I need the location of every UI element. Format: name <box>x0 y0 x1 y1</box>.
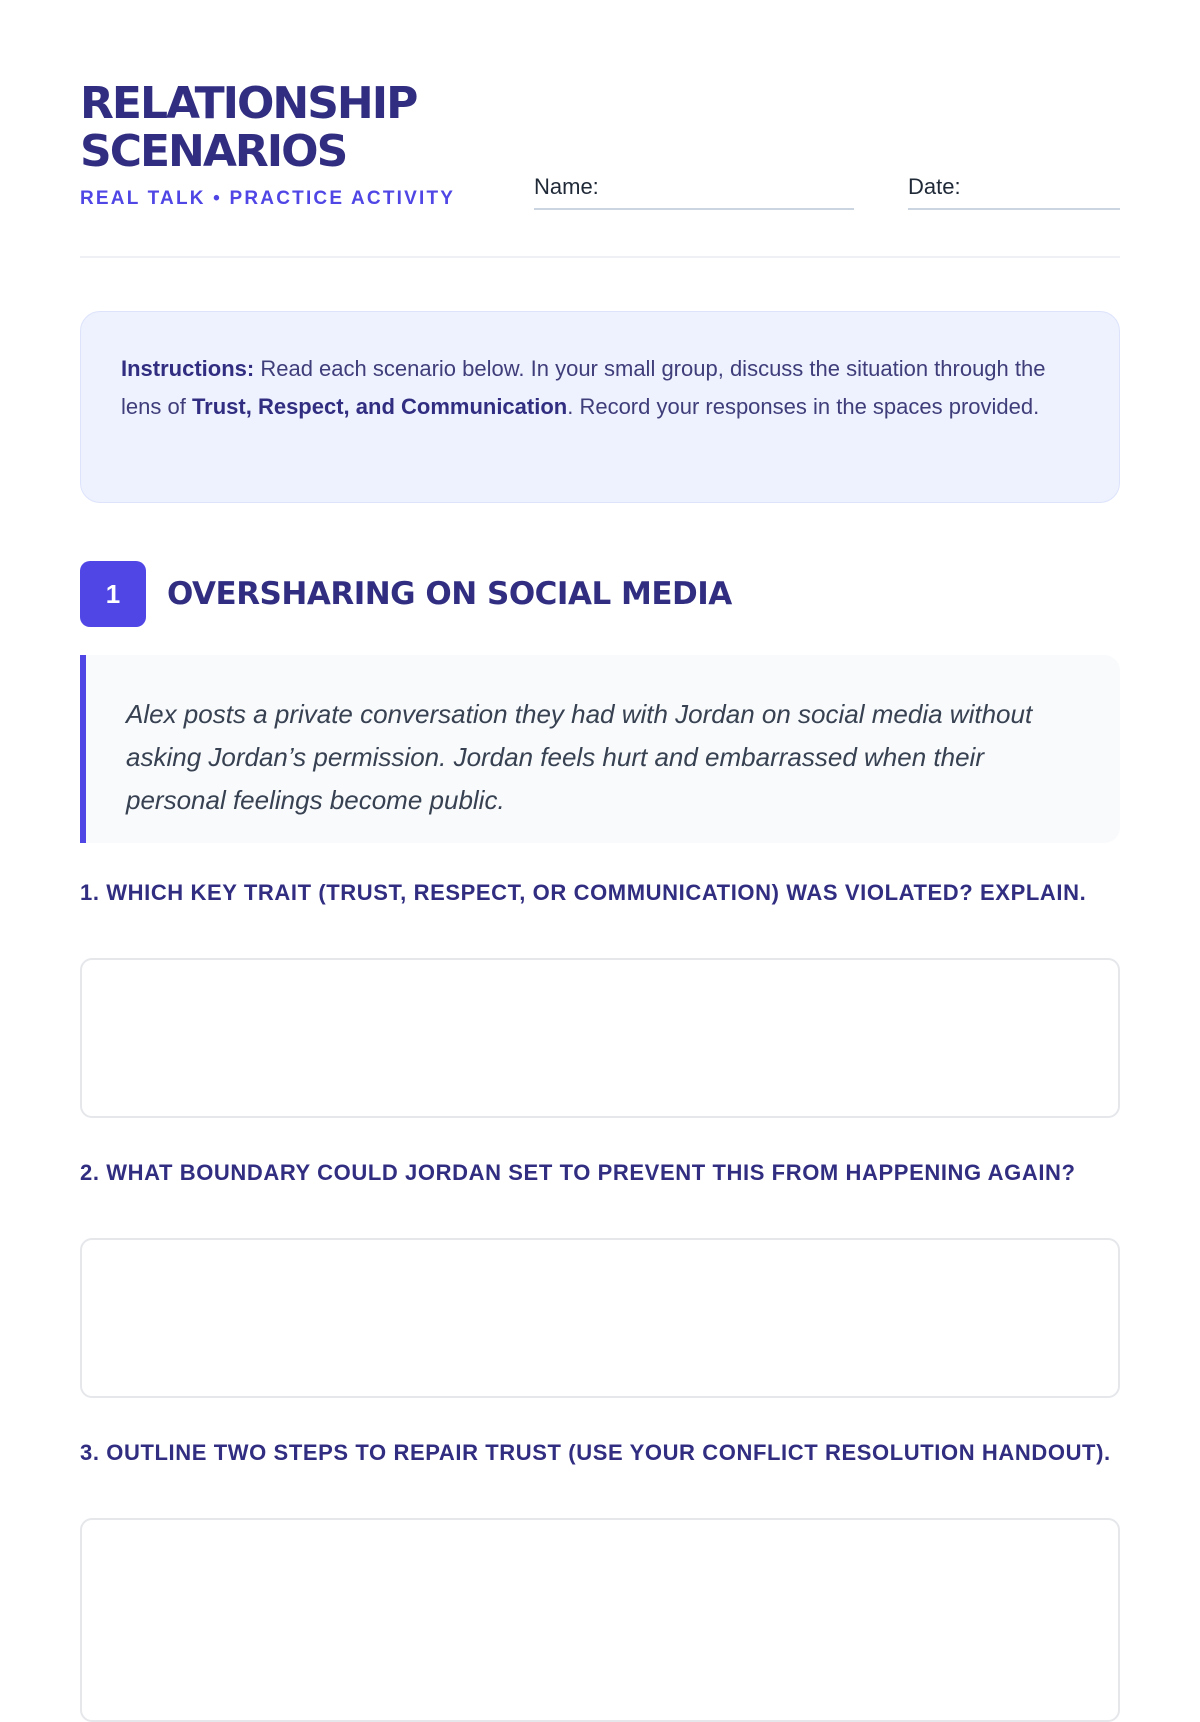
question-1: 1. WHICH KEY TRAIT (TRUST, RESPECT, OR COMMUNICATION) WAS VIOLATED? EXPLAIN. <box>80 880 1087 905</box>
page-title <box>80 80 500 176</box>
name-label: Name: <box>534 174 599 199</box>
date-label: Date: <box>908 174 961 199</box>
question-2: 2. WHAT BOUNDARY COULD JORDAN SET TO PREVENT THIS FROM HAPPENING AGAIN? <box>80 1160 1076 1185</box>
instructions-lead: Instructions: <box>121 356 255 381</box>
scenario-number-badge: 1 <box>80 561 146 627</box>
worksheet-header <box>80 80 1120 258</box>
worksheet-page <box>80 0 1120 1600</box>
answer-box-2[interactable] <box>80 1238 1120 1398</box>
title-line-2: SCENARIOS <box>80 126 347 177</box>
title-line-1: RELATIONSHIP <box>80 78 417 129</box>
date-field[interactable] <box>908 172 1120 210</box>
scenario-description: Alex posts a private conversation they had with Jordan on social media without asking Jordan’s permission. Jordan feels hurt and embarrassed when their personal feelings become public. <box>80 655 1120 843</box>
page-subtitle: REAL TALK • PRACTICE ACTIVITY <box>80 188 456 209</box>
instructions-emphasis: Trust, Respect, and Communication <box>191 394 568 419</box>
answer-box-3[interactable] <box>80 1518 1120 1722</box>
question-3: 3. OUTLINE TWO STEPS TO REPAIR TRUST (USE YOUR CONFLICT RESOLUTION HANDOUT). <box>80 1440 1111 1465</box>
instructions-box <box>80 311 1120 503</box>
scenario-title: OVERSHARING ON SOCIAL MEDIA <box>167 576 732 612</box>
name-field[interactable] <box>534 172 854 210</box>
scenario-heading <box>80 561 1120 627</box>
answer-box-1[interactable] <box>80 958 1120 1118</box>
instructions-text-after: . Record your responses in the spaces provided. <box>567 394 1040 419</box>
instructions-text-before: Read each scenario below. In your small group, discuss the situation through the lens of <box>121 356 1046 419</box>
